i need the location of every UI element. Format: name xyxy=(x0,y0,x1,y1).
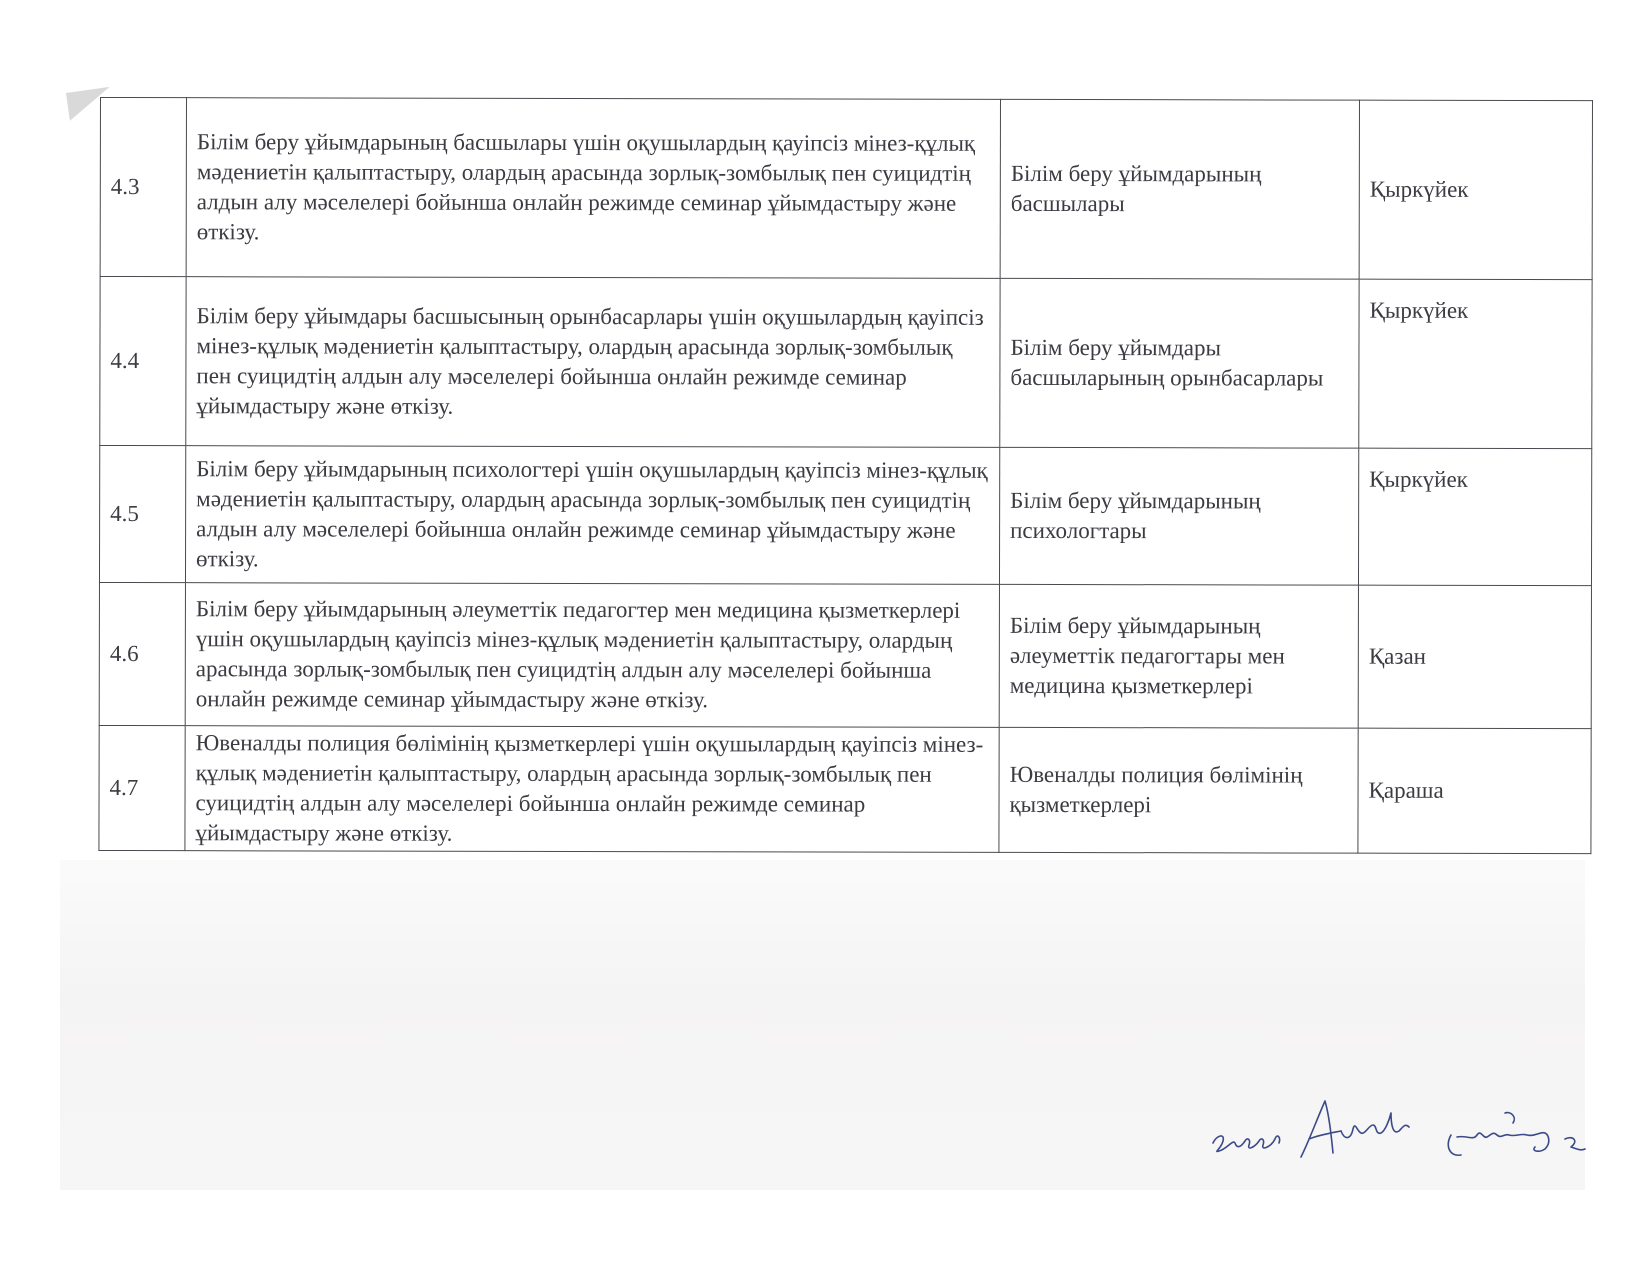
signature-stroke xyxy=(1341,1113,1409,1138)
row-number: 4.7 xyxy=(99,725,185,850)
deadline-cell: Қыркүйек xyxy=(1359,100,1592,279)
responsible-cell: Ювеналды полиция бөлімінің қызметкерлері xyxy=(999,727,1358,853)
table-row xyxy=(100,98,1592,280)
plan-table xyxy=(98,97,1593,854)
row-number: 4.6 xyxy=(99,583,185,726)
deadline-cell: Қазан xyxy=(1358,585,1591,728)
responsible-cell: Білім беру ұйымдарының психологтары xyxy=(999,447,1358,585)
deadline-cell: Қыркүйек xyxy=(1358,448,1591,585)
table-row xyxy=(100,277,1592,449)
activity-cell: Білім беру ұйымдарының басшылары үшін оқушылардың қауіпсіз мінез-құлық мәдениетін қалыптастыру, олардың арасында зорлық-зомбылық пен суицидтің алдын алу мәселелері бойынша онлайн режимде семинар ұйымдастыру және өткізу. xyxy=(186,98,1000,279)
row-number: 4.3 xyxy=(100,98,186,277)
responsible-cell: Білім беру ұйымдарының әлеуметтік педагогтары мен медицина қызметкерлері xyxy=(999,584,1358,728)
responsible-cell: Білім беру ұйымдарының басшылары xyxy=(1000,99,1359,279)
activity-cell: Білім беру ұйымдары басшысының орынбасарлары үшін оқушылардың қауіпсіз мінез-құлық мәдениетін қалыптастыру, олардың арасында зорлық-зомбылық пен суицидтің алдын алу мәселелері бойынша онлайн режимде семинар ұйымдастыру және өткізу. xyxy=(186,277,1000,448)
signature-stroke xyxy=(1301,1101,1341,1157)
signature-stroke xyxy=(1505,1113,1514,1123)
signature-stroke xyxy=(1448,1133,1549,1156)
handwritten-signatures xyxy=(1205,1095,1595,1170)
deadline-cell: Қыркүйек xyxy=(1359,279,1592,448)
table-row xyxy=(99,446,1591,586)
row-number: 4.4 xyxy=(100,277,186,446)
responsible-cell: Білім беру ұйымдары басшыларының орынбасарлары xyxy=(1000,278,1359,448)
signature-stroke xyxy=(1213,1136,1280,1152)
row-number: 4.5 xyxy=(99,446,185,583)
plan-table-container xyxy=(98,97,1593,854)
table-row xyxy=(99,725,1591,853)
activity-cell: Білім беру ұйымдарының психологтері үшін оқушылардың қауіпсіз мінез-құлық мәдениетін қалыптастыру, олардың арасында зорлық-зомбылық пен суицидтің алдын алу мәселелері бойынша онлайн режимде семинар ұйымдастыру және өткізу. xyxy=(185,446,999,585)
activity-cell: Білім беру ұйымдарының әлеуметтік педагогтер мен медицина қызметкерлері үшін оқушылардың қауіпсіз мінез-құлық мәдениетін қалыптастыру, олардың арасында зорлық-зомбылық пен суицидтің алдын алу мәселелері бойынша онлайн режимде семинар ұйымдастыру және өткізу. xyxy=(185,583,999,728)
signature-stroke xyxy=(1565,1138,1585,1150)
deadline-cell: Қараша xyxy=(1358,728,1591,853)
activity-cell: Ювеналды полиция бөлімінің қызметкерлері үшін оқушылардың қауіпсіз мінез-құлық мәдениетін қалыптастыру, олардың арасында зорлық-зомбылық пен суицидтің алдын алу мәселелері бойынша онлайн режимде семинар ұйымдастыру және өткізу. xyxy=(185,726,999,853)
table-row xyxy=(99,583,1591,729)
